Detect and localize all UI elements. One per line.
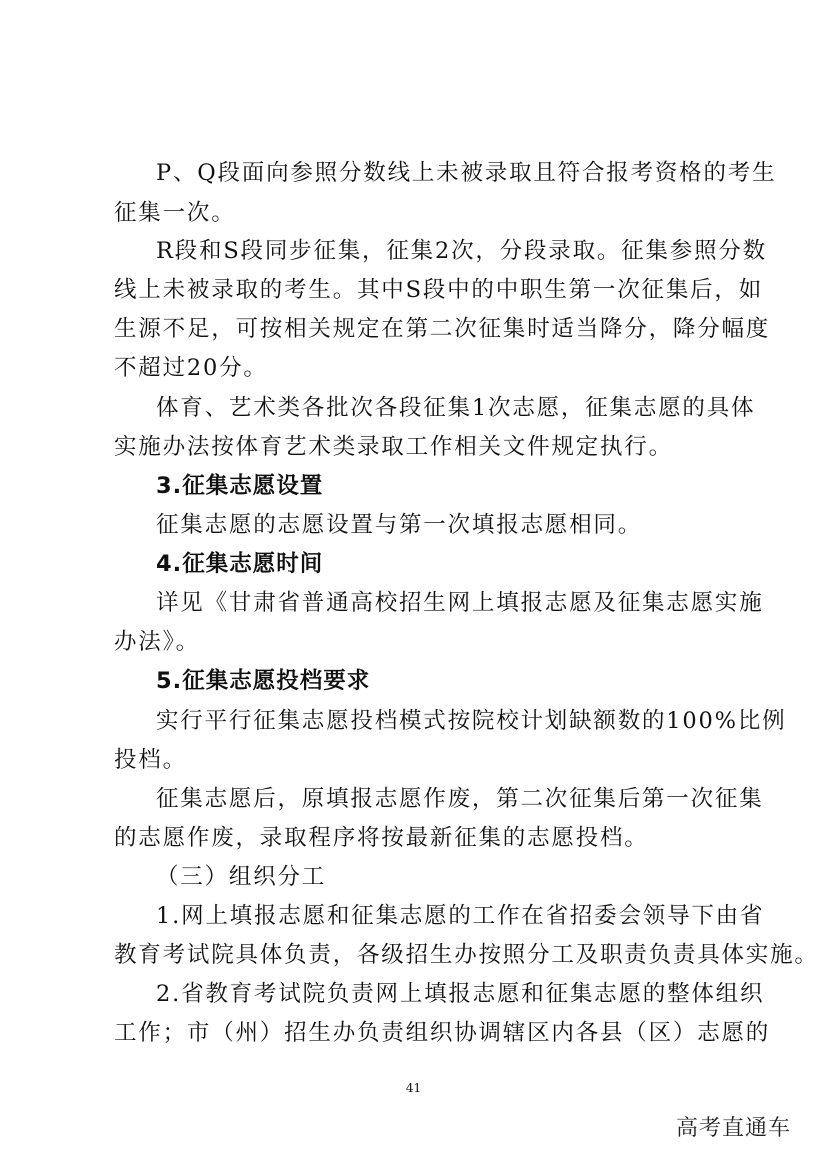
paragraph-line: （三）组织分工 [156, 864, 327, 890]
paragraph-line: 征集志愿的志愿设置与第一次填报志愿相同。 [156, 512, 643, 538]
paragraph-line: 不超过20分。 [114, 355, 268, 381]
paragraph-line: 详见《甘肃省普通高校招生网上填报志愿及征集志愿实施 [156, 590, 764, 616]
page-number: 41 [405, 1081, 422, 1095]
section-heading: 5.征集志愿投档要求 [156, 668, 371, 694]
paragraph-line: R段和S段同步征集，征集2次，分段录取。征集参照分数 [156, 238, 767, 264]
paragraph-line: 生源不足，可按相关规定在第二次征集时适当降分，降分幅度 [114, 316, 771, 342]
section-heading: 3.征集志愿设置 [156, 473, 324, 499]
paragraph-line: P、Q段面向参照分数线上未被录取且符合报考资格的考生 [156, 160, 777, 186]
paragraph-line: 实施办法按体育艺术类录取工作相关文件规定执行。 [114, 434, 673, 460]
paragraph-line: 工作；市（州）招生办负责组织协调辖区内各县（区）志愿的 [114, 1020, 771, 1046]
paragraph-line: 教育考试院具体负责，各级招生办按照分工及职责负责具体实施。 [114, 942, 819, 968]
paragraph-line: 实行平行征集志愿投档模式按院校计划缺额数的100%比例 [156, 708, 787, 734]
paragraph-line: 1.网上填报志愿和征集志愿的工作在省招委会领导下由省 [156, 903, 765, 929]
paragraph-line: 投档。 [114, 747, 187, 773]
watermark-text: 高考直通车 [676, 1116, 792, 1141]
paragraph-line: 办法》。 [114, 629, 200, 655]
paragraph-line: 征集一次。 [114, 200, 236, 226]
paragraph-line: 的志愿作废，录取程序将按最新征集的志愿投档。 [114, 825, 649, 851]
paragraph-line: 征集志愿后，原填报志愿作废，第二次征集后第一次征集 [156, 786, 764, 812]
paragraph-line: 2.省教育考试院负责网上填报志愿和征集志愿的整体组织 [156, 981, 765, 1007]
paragraph-line: 体育、艺术类各批次各段征集1次志愿，征集志愿的具体 [156, 395, 756, 421]
paragraph-line: 线上未被录取的考生。其中S段中的中职生第一次征集后，如 [114, 277, 764, 303]
section-heading: 4.征集志愿时间 [156, 551, 324, 577]
